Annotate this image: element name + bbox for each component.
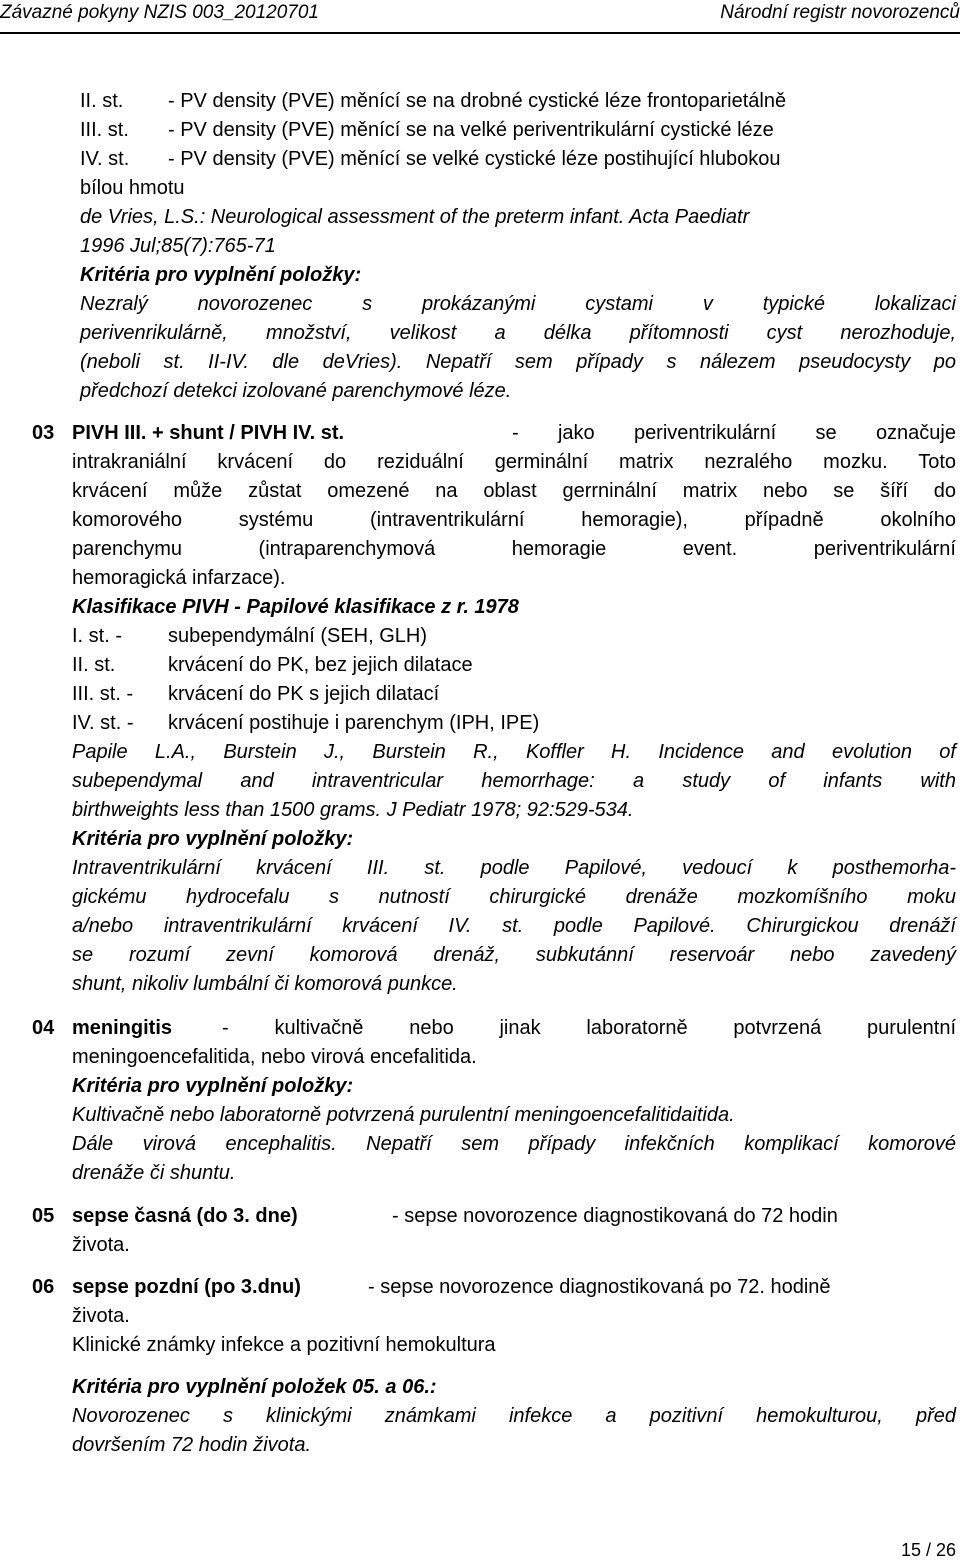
- item-description: intrakraniální krvácení do reziduální germinální matrix nezralého mozku. Toto: [72, 451, 956, 473]
- item-number: 04: [32, 1017, 55, 1039]
- criteria-line: perivenrikulárně, množství, velikost a délka přítomnosti cyst nerozhoduje,: [80, 322, 956, 344]
- item-description: života.: [72, 1234, 130, 1256]
- criteria-line: Kultivačně nebo laboratorně potvrzená purulentní meningoencefalitidaitida.: [72, 1104, 735, 1126]
- item-description: života.: [72, 1305, 130, 1327]
- criteria-heading: Kritéria pro vyplnění položky:: [72, 1075, 354, 1097]
- criteria-line: se rozumí zevní komorová drenáž, subkutánní reservoár nebo zavedený: [72, 944, 956, 966]
- grade-text: subependymální (SEH, GLH): [168, 625, 428, 647]
- grade-text: krvácení postihuje i parenchym (IPH, IPE): [168, 712, 540, 734]
- criteria-heading: Kritéria pro vyplnění položek 05. a 06.:: [72, 1376, 437, 1398]
- item-number: 03: [32, 422, 55, 444]
- grade-text: krvácení do PK, bez jejich dilatace: [168, 654, 473, 676]
- item-number: 06: [32, 1276, 55, 1298]
- classification-heading: Klasifikace PIVH - Papilové klasifikace z r. 1978: [72, 596, 519, 618]
- grade-stage: II. st.: [72, 654, 116, 676]
- grade-text: krvácení do PK s jejich dilatací: [168, 683, 440, 705]
- item-description: parenchymu (intraparenchymová hemoragie event. periventrikulární: [72, 538, 956, 560]
- grade-text: - PV density (PVE) měnící se velké cystické léze postihující hlubokou: [168, 148, 781, 170]
- criteria-heading: Kritéria pro vyplnění položky:: [72, 828, 354, 850]
- item-description: krvácení může zůstat omezené na oblast gerrninální matrix nebo se šíří do: [72, 480, 956, 502]
- criteria-line: Novorozenec s klinickými známkami infekce a pozitivní hemokulturou, před: [72, 1405, 956, 1427]
- reference-line: de Vries, L.S.: Neurological assessment of the preterm infant. Acta Paediatr: [80, 206, 750, 228]
- grade-stage: III. st. -: [72, 683, 134, 705]
- page-number: 15 / 26: [900, 1540, 956, 1560]
- item-description: - sepse novorozence diagnostikovaná po 72. hodině: [368, 1276, 831, 1298]
- grade-text: - PV density (PVE) měnící se na drobné cystické léze frontoparietálně: [168, 90, 787, 112]
- item-description: - sepse novorozence diagnostikovaná do 72 hodin: [392, 1205, 838, 1227]
- criteria-heading: Kritéria pro vyplnění položky:: [80, 264, 362, 286]
- criteria-line: dovršením 72 hodin života.: [72, 1434, 312, 1456]
- reference-line: Papile L.A., Burstein J., Burstein R., Koffler H. Incidence and evolution of: [72, 741, 956, 763]
- item-title: PIVH III. + shunt / PIVH IV. st.: [72, 422, 345, 444]
- criteria-line: a/nebo intraventrikulární krvácení IV. st. podle Papilové. Chirurgickou drenáží: [72, 915, 956, 937]
- criteria-line: Dále virová encephalitis. Nepatří sem případy infekčních komplikací komorové: [72, 1133, 956, 1155]
- item-title: sepse časná (do 3. dne): [72, 1205, 298, 1227]
- item-description: - kultivačně nebo jinak laboratorně potvrzená purulentní: [222, 1017, 956, 1039]
- item-description: komorového systému (intraventrikulární hemoragie), případně okolního: [72, 509, 956, 531]
- item-description: - jako periventrikulární se označuje: [512, 422, 956, 444]
- item-description: Klinické známky infekce a pozitivní hemokultura: [72, 1334, 496, 1356]
- criteria-line: Nezralý novorozenec s prokázanými cystami v typické lokalizaci: [80, 293, 956, 315]
- reference-line: birthweights less than 1500 grams. J Pediatr 1978; 92:529-534.: [72, 799, 634, 821]
- item-description: hemoragická infarzace).: [72, 567, 286, 589]
- reference-line: 1996 Jul;85(7):765-71: [80, 235, 276, 257]
- item-description: meningoencefalitida, nebo virová encefalitida.: [72, 1046, 477, 1068]
- grade-stage: II. st.: [80, 90, 124, 112]
- reference-line: subependymal and intraventricular hemorrhage: a study of infants with: [72, 770, 956, 792]
- grade-stage: III. st.: [80, 119, 129, 141]
- criteria-line: Intraventrikulární krvácení III. st. podle Papilové, vedoucí k posthemorha-: [72, 857, 956, 879]
- grade-text-continued: bílou hmotu: [80, 177, 185, 199]
- header-registry-name: Národní registr novorozenců: [720, 2, 960, 23]
- criteria-line: drenáže či shuntu.: [72, 1162, 236, 1184]
- grade-stage: I. st. -: [72, 625, 122, 647]
- item-title: meningitis: [72, 1017, 173, 1039]
- grade-text: - PV density (PVE) měnící se na velké periventrikulární cystické léze: [168, 119, 774, 141]
- grade-stage: IV. st. -: [72, 712, 134, 734]
- item-number: 05: [32, 1205, 55, 1227]
- page-header: [0, 0, 960, 36]
- header-rule: [0, 32, 960, 34]
- criteria-line: shunt, nikoliv lumbální či komorová punkce.: [72, 973, 458, 995]
- header-document-title: Závazné pokyny NZIS 003_20120701: [0, 2, 319, 23]
- criteria-line: (neboli st. II-IV. dle deVries). Nepatří sem případy s nálezem pseudocysty po: [80, 351, 956, 373]
- grade-stage: IV. st.: [80, 148, 130, 170]
- criteria-line: gickému hydrocefalu s nutností chirurgické drenáže mozkomíšního moku: [72, 886, 956, 908]
- item-title: sepse pozdní (po 3.dnu): [72, 1276, 301, 1298]
- criteria-line: předchozí detekci izolované parenchymové léze.: [80, 380, 512, 402]
